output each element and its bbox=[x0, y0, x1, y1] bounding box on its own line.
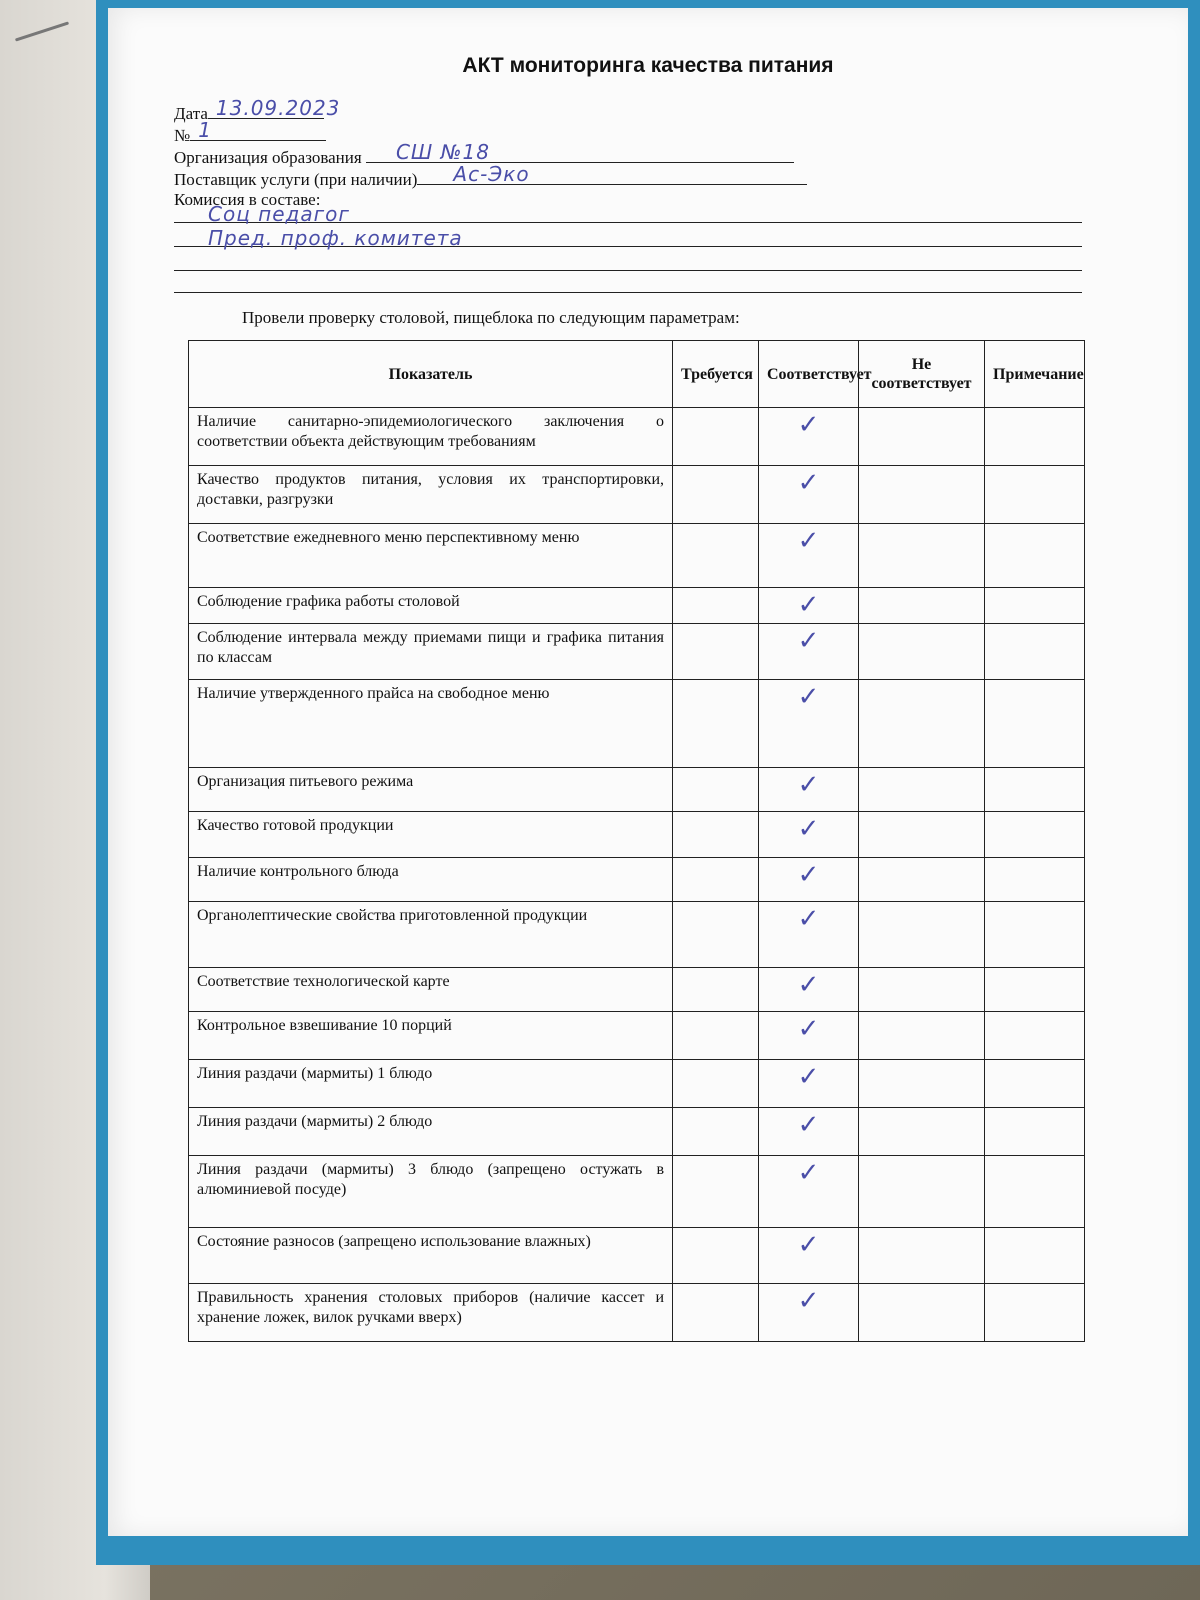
note-cell bbox=[985, 858, 1085, 902]
check-mark-icon: ✓ bbox=[797, 526, 820, 556]
indicator-cell bbox=[189, 1284, 673, 1342]
compliant-cell bbox=[759, 902, 859, 968]
compliant-cell bbox=[759, 968, 859, 1012]
organization-line bbox=[366, 140, 794, 164]
note-cell bbox=[985, 812, 1085, 858]
table-header-row bbox=[189, 341, 1085, 408]
header-indicator: Показатель bbox=[189, 341, 673, 408]
check-mark-icon: ✓ bbox=[797, 970, 820, 1000]
organization-label: Организация образования bbox=[174, 148, 362, 167]
commission-line-3 bbox=[174, 270, 1082, 271]
check-mark-icon: ✓ bbox=[797, 1110, 820, 1140]
date-label: Дата bbox=[174, 104, 208, 123]
supplier-value: Ас-Эко bbox=[453, 162, 530, 186]
required-cell bbox=[673, 1228, 759, 1284]
required-cell bbox=[673, 812, 759, 858]
indicator-text: Линия раздачи (мармиты) 1 блюдо bbox=[197, 1065, 433, 1082]
commission-line-4 bbox=[174, 292, 1082, 293]
note-cell bbox=[985, 624, 1085, 680]
note-cell bbox=[985, 680, 1085, 768]
required-cell bbox=[673, 588, 759, 624]
compliant-cell bbox=[759, 680, 859, 768]
date-line bbox=[208, 96, 341, 120]
indicator-text: Правильность хранения столовых приборов (наличие кассет и хранение ложек, вилок ручками вверх) bbox=[197, 1289, 664, 1326]
compliant-cell bbox=[759, 1108, 859, 1156]
header-note: Примечание bbox=[985, 341, 1085, 408]
required-cell bbox=[673, 1060, 759, 1108]
noncompliant-cell bbox=[859, 902, 985, 968]
number-label: № bbox=[174, 126, 191, 145]
note-cell bbox=[985, 466, 1085, 524]
indicator-cell bbox=[189, 1156, 673, 1228]
indicator-cell bbox=[189, 902, 673, 968]
table-row bbox=[189, 1156, 1085, 1228]
compliant-cell bbox=[759, 1156, 859, 1228]
note-cell bbox=[985, 1284, 1085, 1342]
noncompliant-cell bbox=[859, 968, 985, 1012]
check-mark-icon: ✓ bbox=[797, 468, 820, 498]
required-cell bbox=[673, 1284, 759, 1342]
number-value: 1 bbox=[198, 118, 212, 142]
indicator-cell bbox=[189, 680, 673, 768]
indicator-cell bbox=[189, 466, 673, 524]
indicator-cell bbox=[189, 588, 673, 624]
required-cell bbox=[673, 902, 759, 968]
check-mark-icon: ✓ bbox=[797, 814, 820, 844]
noncompliant-cell bbox=[859, 1156, 985, 1228]
noncompliant-cell bbox=[859, 768, 985, 812]
note-cell bbox=[985, 1108, 1085, 1156]
note-cell bbox=[985, 1012, 1085, 1060]
indicator-cell bbox=[189, 1060, 673, 1108]
check-mark-icon: ✓ bbox=[797, 626, 820, 656]
header-noncompliant: Не соответствует bbox=[859, 341, 985, 408]
indicator-cell bbox=[189, 524, 673, 588]
required-cell bbox=[673, 768, 759, 812]
note-cell bbox=[985, 902, 1085, 968]
compliant-cell bbox=[759, 624, 859, 680]
indicator-text: Наличие контрольного блюда bbox=[197, 863, 399, 880]
noncompliant-cell bbox=[859, 624, 985, 680]
supplier-line bbox=[417, 162, 807, 186]
check-mark-icon: ✓ bbox=[797, 770, 820, 800]
indicator-text: Контрольное взвешивание 10 порций bbox=[197, 1017, 452, 1034]
table-row bbox=[189, 1012, 1085, 1060]
note-cell bbox=[985, 1228, 1085, 1284]
required-cell bbox=[673, 680, 759, 768]
header-required: Требуется bbox=[673, 341, 759, 408]
note-cell bbox=[985, 1156, 1085, 1228]
noncompliant-cell bbox=[859, 680, 985, 768]
number-field bbox=[174, 118, 326, 146]
table-body bbox=[189, 408, 1085, 1342]
supplier-field bbox=[174, 162, 807, 190]
document-page bbox=[108, 8, 1188, 1536]
header-compliant: Соответствует bbox=[759, 341, 859, 408]
noncompliant-cell bbox=[859, 1228, 985, 1284]
compliant-cell bbox=[759, 524, 859, 588]
note-cell bbox=[985, 588, 1085, 624]
indicator-text: Соответствие ежедневного меню перспективному меню bbox=[197, 529, 580, 546]
check-mark-icon: ✓ bbox=[797, 1286, 820, 1316]
commission-label: Комиссия в составе: bbox=[174, 190, 321, 209]
indicator-text: Наличие санитарно-эпидемиологического заключения о соответствии объекта действующим требованиям bbox=[197, 413, 664, 450]
table-row bbox=[189, 858, 1085, 902]
noncompliant-cell bbox=[859, 524, 985, 588]
indicator-text: Организация питьевого режима bbox=[197, 773, 414, 790]
indicator-text: Качество готовой продукции bbox=[197, 817, 394, 834]
table-row bbox=[189, 624, 1085, 680]
note-cell bbox=[985, 524, 1085, 588]
indicator-cell bbox=[189, 768, 673, 812]
compliant-cell bbox=[759, 466, 859, 524]
table-row bbox=[189, 588, 1085, 624]
required-cell bbox=[673, 968, 759, 1012]
indicator-cell bbox=[189, 1012, 673, 1060]
table-row bbox=[189, 1284, 1085, 1342]
indicator-cell bbox=[189, 968, 673, 1012]
compliant-cell bbox=[759, 1060, 859, 1108]
commission-member-1: Соц педагог bbox=[208, 202, 350, 226]
compliant-cell bbox=[759, 588, 859, 624]
indicator-text: Линия раздачи (мармиты) 2 блюдо bbox=[197, 1113, 433, 1130]
required-cell bbox=[673, 466, 759, 524]
indicator-text: Состояние разносов (запрещено использование влажных) bbox=[197, 1233, 591, 1250]
compliant-cell bbox=[759, 768, 859, 812]
check-mark-icon: ✓ bbox=[797, 860, 820, 890]
check-mark-icon: ✓ bbox=[797, 682, 820, 712]
indicator-text: Линия раздачи (мармиты) 3 блюдо (запрещено остужать в алюминиевой посуде) bbox=[197, 1161, 664, 1198]
indicator-text: Соблюдение графика работы столовой bbox=[197, 593, 460, 610]
indicator-cell bbox=[189, 1228, 673, 1284]
check-mark-icon: ✓ bbox=[797, 1230, 820, 1260]
noncompliant-cell bbox=[859, 466, 985, 524]
table-row bbox=[189, 768, 1085, 812]
table-row bbox=[189, 1228, 1085, 1284]
required-cell bbox=[673, 624, 759, 680]
noncompliant-cell bbox=[859, 1012, 985, 1060]
number-line bbox=[190, 118, 326, 142]
commission-member-2: Пред. проф. комитета bbox=[208, 226, 463, 250]
note-cell bbox=[985, 408, 1085, 466]
table-row bbox=[189, 1108, 1085, 1156]
indicator-cell bbox=[189, 858, 673, 902]
indicator-cell bbox=[189, 1108, 673, 1156]
required-cell bbox=[673, 1012, 759, 1060]
check-mark-icon: ✓ bbox=[797, 1158, 820, 1188]
check-mark-icon: ✓ bbox=[797, 904, 820, 934]
note-cell bbox=[985, 768, 1085, 812]
table-row bbox=[189, 1060, 1085, 1108]
table-row bbox=[189, 812, 1085, 858]
inspection-table bbox=[188, 340, 1085, 1342]
noncompliant-cell bbox=[859, 1284, 985, 1342]
noncompliant-cell bbox=[859, 812, 985, 858]
table-row bbox=[189, 524, 1085, 588]
indicator-text: Качество продуктов питания, условия их транспортировки, доставки, разгрузки bbox=[197, 471, 664, 508]
compliant-cell bbox=[759, 812, 859, 858]
note-cell bbox=[985, 1060, 1085, 1108]
table-row bbox=[189, 902, 1085, 968]
intro-text: Провели проверку столовой, пищеблока по следующим параметрам: bbox=[242, 308, 740, 327]
indicator-text: Соответствие технологической карте bbox=[197, 973, 450, 990]
indicator-cell bbox=[189, 812, 673, 858]
noncompliant-cell bbox=[859, 1108, 985, 1156]
table-row bbox=[189, 466, 1085, 524]
check-mark-icon: ✓ bbox=[797, 1062, 820, 1092]
check-mark-icon: ✓ bbox=[797, 410, 820, 440]
check-mark-icon: ✓ bbox=[797, 590, 820, 620]
supplier-label: Поставщик услуги (при наличии) bbox=[174, 170, 418, 189]
indicator-text: Наличие утвержденного прайса на свободное меню bbox=[197, 685, 550, 702]
compliant-cell bbox=[759, 1284, 859, 1342]
indicator-text: Органолептические свойства приготовленной продукции bbox=[197, 907, 588, 924]
compliant-cell bbox=[759, 858, 859, 902]
pencil-mark bbox=[15, 21, 69, 41]
table-row bbox=[189, 968, 1085, 1012]
required-cell bbox=[673, 1108, 759, 1156]
required-cell bbox=[673, 524, 759, 588]
indicator-cell bbox=[189, 624, 673, 680]
check-mark-icon: ✓ bbox=[797, 1014, 820, 1044]
noncompliant-cell bbox=[859, 858, 985, 902]
noncompliant-cell bbox=[859, 588, 985, 624]
indicator-cell bbox=[189, 408, 673, 466]
compliant-cell bbox=[759, 1012, 859, 1060]
indicator-text: Соблюдение интервала между приемами пищи и графика питания по классам bbox=[197, 629, 664, 666]
required-cell bbox=[673, 1156, 759, 1228]
noncompliant-cell bbox=[859, 408, 985, 466]
compliant-cell bbox=[759, 1228, 859, 1284]
required-cell bbox=[673, 408, 759, 466]
table-row bbox=[189, 680, 1085, 768]
compliant-cell bbox=[759, 408, 859, 466]
note-cell bbox=[985, 968, 1085, 1012]
required-cell bbox=[673, 858, 759, 902]
noncompliant-cell bbox=[859, 1060, 985, 1108]
organization-value: СШ №18 bbox=[395, 140, 490, 164]
document-title: АКТ мониторинга качества питания bbox=[462, 54, 834, 77]
date-field bbox=[174, 96, 341, 124]
table-row bbox=[189, 408, 1085, 466]
date-value: 13.09.2023 bbox=[215, 96, 341, 120]
